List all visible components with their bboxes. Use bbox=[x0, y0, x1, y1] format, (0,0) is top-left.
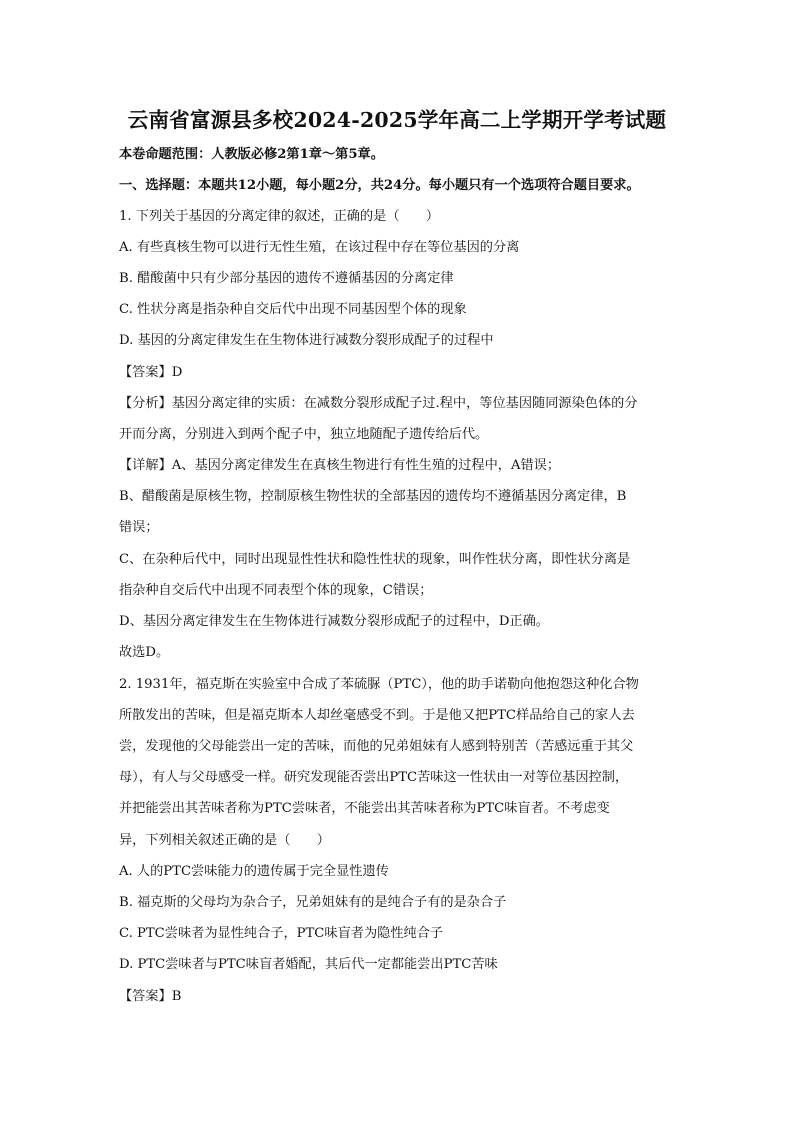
section-heading: 一、选择题：本题共12小题，每小题2分，共24分。每小题只有一个选项符合题目要求。 bbox=[119, 178, 640, 193]
page-title: 云南省富源县多校2024-2025学年高二上学期开学考试题 bbox=[127, 108, 667, 132]
question-1-analysis: 开而分离，分别进入到两个配子中，独立地随配子遗传给后代。 bbox=[119, 427, 489, 442]
question-1-detail: C、在杂种后代中，同时出现显性性状和隐性性状的现象，叫作性状分离，即性状分离是 bbox=[119, 552, 631, 567]
question-2-stem: 母），有人与父母感受一样。研究发现能否尝出PTC苦味这一性状由一对等位基因控制， bbox=[119, 770, 629, 785]
question-1-stem: 1. 下列关于基因的分离定律的叙述，正确的是（ ） bbox=[119, 209, 440, 224]
question-1-detail: B、醋酸菌是原核生物，控制原核生物性状的全部基因的遗传均不遵循基因分离定律，B bbox=[119, 489, 627, 504]
question-1-option-b: B. 醋酸菌中只有少部分基因的遗传不遵循基因的分离定律 bbox=[119, 271, 454, 286]
question-1-conclusion: 故选D。 bbox=[119, 645, 170, 660]
question-1-detail: D、基因分离定律发生在生物体进行减数分裂形成配子的过程中，D正确。 bbox=[119, 614, 549, 629]
question-2-option-d: D. PTC尝味者与PTC味盲者婚配，其后代一定都能尝出PTC苦味 bbox=[119, 957, 498, 972]
question-2-stem: 尝，发现他的父母能尝出一定的苦味，而他的兄弟姐妹有人感到特别苦（苦感远重于其父 bbox=[119, 739, 634, 754]
question-2-option-a: A. 人的PTC尝味能力的遗传属于完全显性遗传 bbox=[119, 864, 389, 879]
question-2-stem: 所散发出的苦味，但是福克斯本人却丝毫感受不到。于是他又把PTC样品给自己的家人去 bbox=[119, 708, 635, 723]
question-2-option-c: C. PTC尝味者为显性纯合子，PTC味盲者为隐性纯合子 bbox=[119, 926, 444, 941]
question-1-detail: 【详解】A、基因分离定律发生在真核生物进行有性生殖的过程中，A错误； bbox=[119, 458, 561, 473]
question-2-answer: 【答案】B bbox=[119, 989, 182, 1004]
question-1-option-d: D. 基因的分离定律发生在生物体进行减数分裂形成配子的过程中 bbox=[119, 333, 494, 348]
question-1-option-c: C. 性状分离是指杂种自交后代中出现不同基因型个体的现象 bbox=[119, 302, 467, 317]
question-1-option-a: A. 有些真核生物可以进行无性生殖，在该过程中存在等位基因的分离 bbox=[119, 240, 520, 255]
scope-line: 本卷命题范围：人教版必修2第1章～第5章。 bbox=[119, 147, 384, 162]
question-2-stem: 并把能尝出其苦味者称为PTC尝味者，不能尝出其苦味者称为PTC味盲者。不考虑变 bbox=[119, 801, 610, 816]
question-2-stem: 2. 1931年，福克斯在实验室中合成了苯硫脲（PTC），他的助手诺勒向他抱怨这种化合物 bbox=[119, 677, 639, 692]
question-1-detail: 错误； bbox=[119, 520, 159, 535]
question-1-answer: 【答案】D bbox=[119, 365, 183, 380]
question-2-stem: 异，下列相关叙述正确的是（ ） bbox=[119, 833, 330, 848]
question-1-analysis: 【分析】基因分离定律的实质：在减数分裂形成配子过.程中，等位基因随同源染色体的分 bbox=[119, 396, 638, 411]
question-2-option-b: B. 福克斯的父母均为杂合子，兄弟姐妹有的是纯合子有的是杂合子 bbox=[119, 895, 507, 910]
question-1-detail: 指杂种自交后代中出现不同表型个体的现象，C错误； bbox=[119, 583, 433, 598]
